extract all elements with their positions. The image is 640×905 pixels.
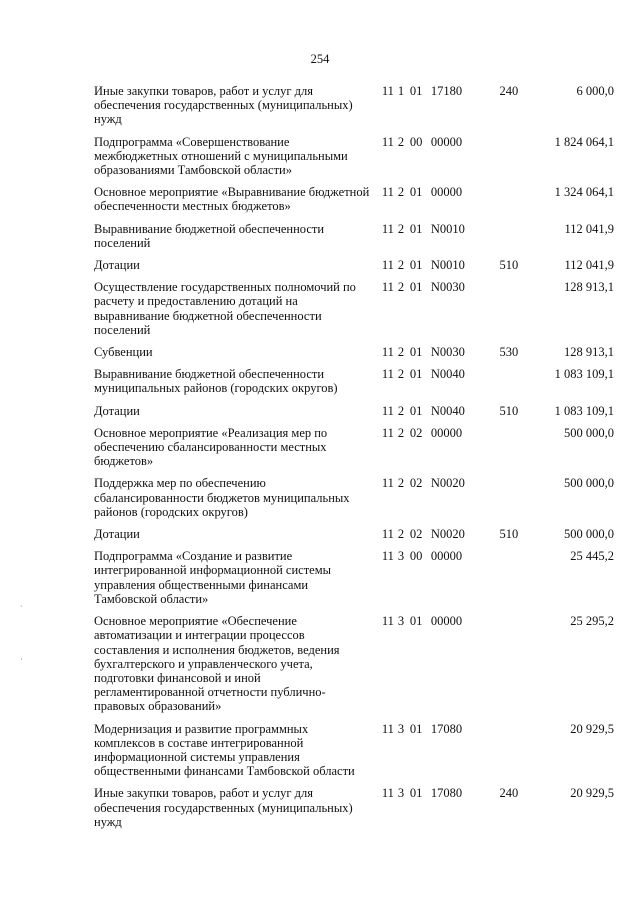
code-direction: N0040 [430, 403, 465, 418]
code-program: 11 [381, 258, 394, 273]
amount: 25 295,2 [570, 614, 614, 629]
code-activity: 01 [409, 221, 423, 236]
code-direction: 17080 [430, 786, 463, 801]
code-direction: 00000 [430, 549, 463, 564]
classification-code [382, 786, 489, 800]
row-name: Субвенции [94, 345, 153, 360]
code-subprogram: 2 [397, 425, 405, 440]
table-row [94, 258, 614, 272]
classification-code [382, 527, 489, 541]
code-program: 11 [381, 425, 394, 440]
code-direction: 17180 [430, 84, 463, 98]
table-row [94, 527, 614, 541]
amount: 128 913,1 [564, 345, 614, 360]
classification-code [382, 280, 489, 294]
row-name: Модернизация и развитие программных комплексов в составе интегрированной информационной системы управления общественными финансами Тамбовской области [94, 721, 355, 779]
code-activity: 01 [409, 84, 423, 98]
expense-type: 240 [499, 84, 519, 98]
code-subprogram: 2 [397, 258, 405, 273]
row-name: Выравнивание бюджетной обеспеченности муниципальных районов (городских округов) [94, 367, 338, 396]
amount: 500 000,0 [564, 425, 614, 440]
row-name: Иные закупки товаров, работ и услуг для обеспечения государственных (муниципальных) нужд [94, 84, 353, 127]
classification-code [382, 404, 489, 418]
code-activity: 01 [409, 280, 423, 295]
code-program: 11 [381, 84, 394, 98]
code-subprogram: 2 [397, 185, 405, 200]
row-name: Подпрограмма «Создание и развитие интегрированной информационной системы управления общественными финансами Тамбовской области» [94, 549, 332, 606]
table-row [94, 345, 614, 359]
classification-code [382, 476, 489, 490]
code-subprogram: 2 [397, 345, 405, 360]
expense-type: 510 [499, 258, 519, 273]
code-direction: N0010 [430, 221, 465, 236]
margin-mark: ` [20, 604, 23, 614]
table-row [94, 185, 614, 213]
table-row [94, 722, 614, 779]
code-subprogram: 2 [397, 367, 405, 382]
expense-type: 510 [499, 527, 519, 542]
amount: 112 041,9 [564, 258, 614, 273]
code-direction: 00000 [430, 134, 463, 149]
code-program: 11 [381, 345, 394, 360]
margin-mark: · [20, 654, 23, 664]
amount: 1 824 064,1 [554, 134, 614, 149]
table-row [94, 280, 614, 337]
code-direction: N0020 [430, 527, 465, 542]
code-subprogram: 3 [397, 721, 405, 736]
classification-code [382, 614, 489, 628]
classification-code [382, 722, 489, 736]
amount: 112 041,9 [564, 221, 614, 236]
code-direction: 00000 [430, 425, 463, 440]
table-row [94, 222, 614, 250]
code-subprogram: 3 [397, 786, 405, 801]
row-name: Основное мероприятие «Реализация мер по обеспечению сбалансированности местных бюджетов» [94, 425, 328, 469]
code-subprogram: 1 [397, 84, 405, 98]
amount: 1 083 109,1 [554, 367, 614, 382]
code-direction: N0010 [430, 258, 465, 273]
code-program: 11 [381, 403, 394, 418]
table-row [94, 135, 614, 178]
classification-code [382, 222, 489, 236]
code-subprogram: 3 [397, 549, 405, 564]
code-subprogram: 2 [397, 280, 405, 295]
code-activity: 00 [409, 134, 423, 149]
expense-type: 530 [499, 345, 519, 360]
code-activity: 01 [409, 345, 423, 360]
classification-code [382, 185, 489, 199]
row-name: Иные закупки товаров, работ и услуг для обеспечения государственных (муниципальных) нужд [94, 786, 353, 829]
code-subprogram: 2 [397, 527, 405, 542]
row-name: Дотации [94, 403, 140, 418]
amount: 128 913,1 [564, 280, 614, 295]
code-direction: N0030 [430, 345, 465, 360]
page-number: 254 [310, 52, 330, 66]
code-program: 11 [381, 614, 394, 629]
code-activity: 01 [409, 721, 423, 736]
classification-code [382, 135, 489, 149]
code-direction: 17080 [430, 721, 463, 736]
table-row [94, 404, 614, 418]
code-activity: 01 [409, 614, 423, 629]
code-program: 11 [381, 786, 394, 801]
expense-type: 240 [499, 786, 519, 801]
code-direction: N0020 [430, 476, 465, 491]
code-activity: 01 [409, 786, 423, 801]
amount: 1 083 109,1 [554, 403, 614, 418]
amount: 1 324 064,1 [554, 185, 614, 200]
amount: 20 929,5 [570, 721, 614, 736]
amount: 500 000,0 [564, 527, 614, 542]
row-name: Дотации [94, 258, 140, 273]
code-activity: 02 [409, 527, 423, 542]
code-activity: 02 [409, 425, 423, 440]
code-program: 11 [381, 527, 394, 542]
code-program: 11 [381, 280, 394, 295]
classification-code [382, 426, 489, 440]
row-name: Основное мероприятие «Обеспечение автоматизации и интеграции процессов составления и исполнения бюджетов, ведения бухгалтерского и управленческого учета, подготовки финансовой и иной регламентированной отчетности публично-правовых образований» [94, 614, 340, 714]
code-subprogram: 2 [397, 476, 405, 491]
row-name: Дотации [94, 527, 140, 542]
code-activity: 01 [409, 185, 423, 200]
budget-table [94, 84, 614, 837]
code-program: 11 [381, 134, 394, 149]
classification-code [382, 345, 489, 359]
code-direction: 00000 [430, 614, 463, 629]
code-direction: 00000 [430, 185, 463, 200]
row-name: Осуществление государственных полномочий по расчету и предоставлению дотаций на выравнивание бюджетной обеспеченности поселений [94, 280, 356, 337]
code-activity: 01 [409, 403, 423, 418]
expense-type: 510 [499, 403, 519, 418]
table-row [94, 476, 614, 519]
code-direction: N0040 [430, 367, 465, 382]
code-program: 11 [381, 185, 394, 200]
amount: 20 929,5 [570, 786, 614, 801]
row-name: Основное мероприятие «Выравнивание бюджетной обеспеченности местных бюджетов» [94, 185, 370, 214]
row-name: Поддержка мер по обеспечению сбалансированности бюджетов муниципальных районов (городских округов) [94, 476, 350, 519]
code-program: 11 [381, 721, 394, 736]
code-activity: 01 [409, 258, 423, 273]
table-row [94, 786, 614, 829]
table-row [94, 367, 614, 395]
classification-code [382, 258, 489, 272]
row-name: Подпрограмма «Совершенствование межбюджетных отношений с муниципальными образованиями Тамбовской области» [94, 134, 348, 178]
code-direction: N0030 [430, 280, 465, 295]
code-program: 11 [381, 367, 394, 382]
code-activity: 01 [409, 367, 423, 382]
amount: 25 445,2 [570, 549, 614, 564]
classification-code [382, 84, 489, 98]
table-row [94, 84, 614, 127]
amount: 500 000,0 [564, 476, 614, 491]
code-program: 11 [381, 476, 394, 491]
amount: 6 000,0 [576, 84, 614, 98]
table-row [94, 549, 614, 606]
code-program: 11 [381, 549, 394, 564]
code-program: 11 [381, 221, 394, 236]
code-subprogram: 2 [397, 134, 405, 149]
row-name: Выравнивание бюджетной обеспеченности поселений [94, 221, 325, 250]
classification-code [382, 367, 489, 381]
table-row [94, 614, 614, 713]
code-subprogram: 2 [397, 403, 405, 418]
code-subprogram: 3 [397, 614, 405, 629]
table-row [94, 426, 614, 469]
classification-code [382, 549, 489, 563]
code-activity: 02 [409, 476, 423, 491]
code-subprogram: 2 [397, 221, 405, 236]
code-activity: 00 [409, 549, 423, 564]
